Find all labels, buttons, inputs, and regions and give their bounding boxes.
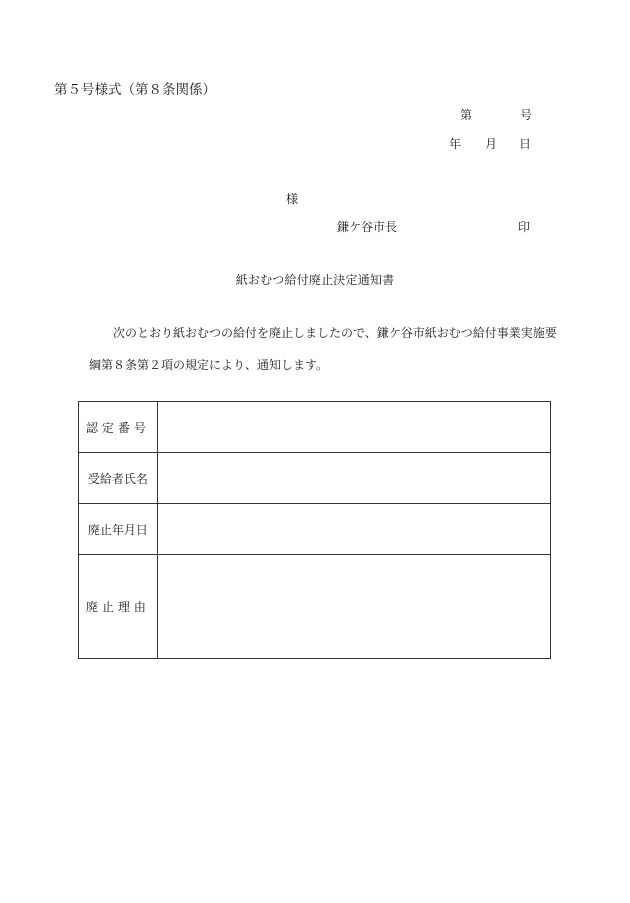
- document-number-prefix: 第: [460, 108, 473, 122]
- date-day-label: 日: [519, 137, 532, 151]
- body-text-line-2: 綱第８条第２項の規定により、通知します。: [89, 358, 329, 372]
- body-text-line-1: 次のとおり紙おむつの給付を廃止しましたので、鎌ケ谷市紙おむつ給付事業実施要: [113, 326, 557, 340]
- addressee-honorific: 様: [286, 192, 299, 206]
- table-row-abolition-date: [79, 504, 551, 555]
- table-row-recipient-name: [79, 453, 551, 504]
- table-row-abolition-reason: [79, 555, 551, 659]
- issuer-name: 鎌ケ谷市長: [337, 220, 398, 234]
- notification-details-table: [78, 401, 551, 659]
- date-month-label: 月: [485, 137, 498, 151]
- table-row-certification-number: [79, 402, 551, 453]
- form-label: 第５号様式（第８条関係）: [54, 82, 216, 98]
- date-year-label: 年: [449, 137, 462, 151]
- certification-number-field[interactable]: [157, 402, 550, 453]
- abolition-date-field[interactable]: [157, 504, 550, 555]
- abolition-date-label: 廃止年月日: [79, 504, 158, 555]
- seal-mark: 印: [518, 220, 531, 234]
- abolition-reason-label: 廃止理由: [79, 555, 158, 659]
- abolition-reason-field[interactable]: [157, 555, 550, 659]
- document-number-suffix: 号: [520, 108, 533, 122]
- recipient-name-label: 受給者氏名: [79, 453, 158, 504]
- recipient-name-field[interactable]: [157, 453, 550, 504]
- certification-number-label: 認定番号: [79, 402, 158, 453]
- document-title: 紙おむつ給付廃止決定通知書: [235, 273, 395, 287]
